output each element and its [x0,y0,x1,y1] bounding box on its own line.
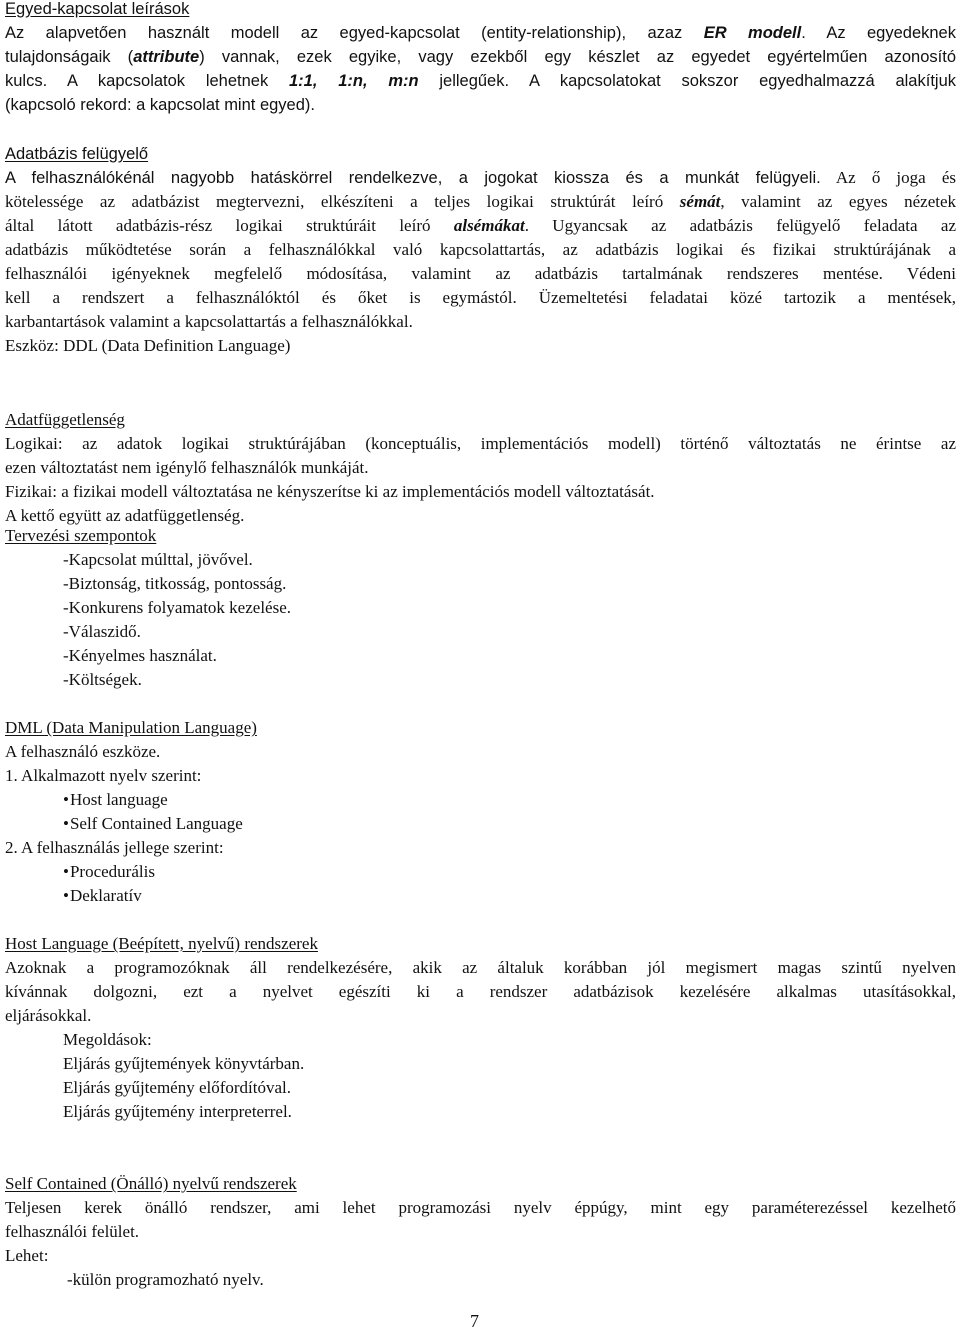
dml-line-2: 1. Alkalmazott nyelv szerint: [5,766,202,785]
indep-section [5,408,956,528]
dba-text: Az ő joga és [820,168,956,187]
dml-line-3: 2. A felhasználás jellege szerint: [5,838,224,857]
host-solutions-label: Megoldások: [63,1030,152,1049]
dba-text: , valamint az egyes nézetek [720,192,957,211]
dml-line-1: A felhasználó eszköze. [5,742,161,761]
dba-line-6: kell a rendszert a felhasználóktól és őket is egymástól. Üzemeltetési feladatai közé tartozik a mentések, [5,288,956,307]
host-line-2: kívánnak dolgozni, ezt a nyelvet egészíti ki a rendszer adatbázisok kezelésére alkalmas utasításokkal, [5,982,956,1001]
host-solution: Eljárás gyűjtemények könyvtárban. [63,1054,305,1073]
design-item: -Biztonság, titkosság, pontosság. [63,574,287,593]
dba-heading: Adatbázis felügyelő [5,145,149,163]
self-line-4: -külön programozható nyelv. [67,1270,264,1289]
er-line-3 [5,69,956,93]
host-heading: Host Language (Beépített, nyelvű) rendszerek [5,934,318,953]
design-item: -Konkurens folyamatok kezelése. [63,598,291,617]
self-line-1: Teljesen kerek önálló rendszer, ami lehet programozási nyelv éppúgy, mint egy paraméterezéssel kezelhető [5,1198,956,1217]
er-term: attribute [133,48,200,66]
dba-text: kötelessége az adatbázist megtervezni, elkészíteni a teljes logikai struktúrát leíró [5,192,680,211]
dba-line-8: Eszköz: DDL (Data Definition Language) [5,336,291,355]
er-text: ) vannak, ezek egyike, vagy ezekből egy készlet az egyedet egyértelműen azonosító [199,48,956,66]
dml-section [5,716,956,908]
host-solution: Eljárás gyűjtemény interpreterrel. [63,1102,292,1121]
er-text: tulajdonságaik ( [5,48,134,66]
indep-line-2: ezen változtatást nem igénylő felhasználók munkáját. [5,458,369,477]
indep-line-3: Fizikai: a fizikai modell változtatása ne kényszerítse ki az implementációs modell változtatását. [5,482,655,501]
dba-line-2 [5,190,956,214]
er-section [5,0,956,117]
host-solution: Eljárás gyűjtemény előfordítóval. [63,1078,292,1097]
host-line-3: eljárásokkal. [5,1006,92,1025]
dba-text: A felhasználókénál nagyobb hatáskörrel rendelkezve, a jogokat kiossza és a munkát felügyeli. [5,169,821,187]
dba-text: . Ugyancsak az adatbázis felügyelő feladata az [524,216,956,235]
dml-bullet-self: • Self Contained Language [5,812,956,836]
er-line-1 [5,21,956,45]
er-text: jellegűek. A kapcsolatokat sokszor egyedhalmazzá alakítjuk [418,72,956,90]
dba-term: alsémákat [453,216,525,235]
host-section [5,932,956,1124]
dba-line-7: karbantartások valamint a kapcsolattartás a felhasználókkal. [5,312,413,331]
er-text: kulcs. A kapcsolatok lehetnek [5,72,289,90]
dba-line-3 [5,214,956,238]
dba-body [5,166,956,358]
dml-bullet-proc: • Procedurális [5,860,956,884]
er-heading: Egyed-kapcsolat leírások [5,0,190,18]
design-item: -Kényelmes használat. [63,646,217,665]
dba-text: által látott adatbázis-rész logikai struktúráit leíró [5,216,454,235]
design-item: -Kapcsolat múlttal, jövővel. [63,550,253,569]
er-text: Az alapvetően használt modell az egyed-kapcsolat (entity-relationship), azaz [5,24,704,42]
page-number: 7 [470,1311,479,1331]
dba-line-1 [5,166,956,190]
dba-section [5,142,956,166]
self-section [5,1172,956,1292]
dml-bullet-dekl: • Deklaratív [5,884,956,908]
self-heading: Self Contained (Önálló) nyelvű rendszerek [5,1174,297,1193]
indep-line-1: Logikai: az adatok logikai struktúrájában (konceptuális, implementációs modell) történő változtatás ne érintse az [5,434,956,453]
dml-heading: DML (Data Manipulation Language) [5,718,257,737]
design-item: -Válaszidő. [63,622,141,641]
host-line-1: Azoknak a programozóknak áll rendelkezésére, akik az általuk korábban jól megismert magas szintű nyelven [5,958,956,977]
dba-line-4: adatbázis működtetése során a felhasználókkal való kapcsolattartás, az adatbázis logikai és fizikai struktúrájának a [5,240,956,259]
er-term: ER modell [703,24,802,42]
er-line-2 [5,45,956,69]
dml-bullet-host: • Host language [5,788,956,812]
indep-line-4: A kettő együtt az adatfüggetlenség. [5,506,245,525]
self-line-3: Lehet: [5,1246,49,1265]
design-section [5,524,956,692]
er-term: 1:1, 1:n, m:n [289,72,419,90]
dba-line-5: felhasználói igényeknek megfelelő módosítása, valamint az adatbázis tartalmának rendszeres mentése. Védeni [5,264,956,283]
er-text: . Az egyedeknek [801,24,956,42]
design-item: -Költségek. [63,670,142,689]
self-line-2: felhasználói felület. [5,1222,140,1241]
indep-heading: Adatfüggetlenség [5,410,125,429]
design-heading: Tervezési szempontok [5,526,157,545]
dba-term: sémát [679,192,721,211]
er-line-4: (kapcsoló rekord: a kapcsolat mint egyed). [5,96,315,114]
